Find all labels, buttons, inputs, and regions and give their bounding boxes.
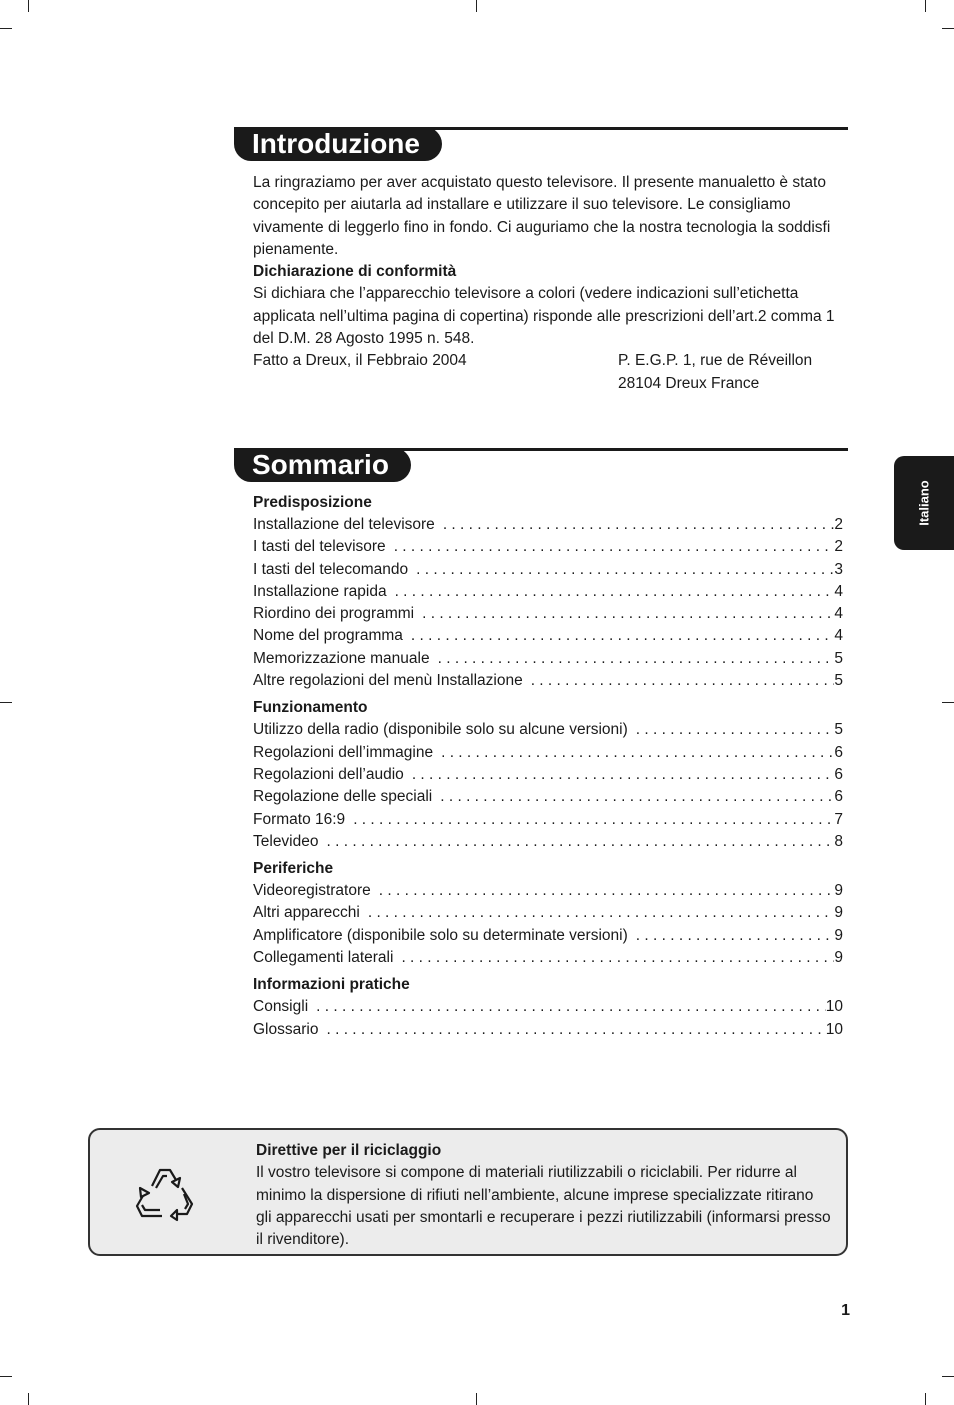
toc-leader-dots: [636, 925, 835, 947]
toc-entry[interactable]: [253, 947, 843, 969]
toc-entry[interactable]: [253, 742, 843, 764]
crop-mark: [28, 1393, 29, 1405]
toc-leader-dots: [416, 559, 834, 581]
crop-mark: [942, 702, 954, 703]
toc-leader-dots: [438, 648, 835, 670]
toc-leader-dots: [327, 831, 835, 853]
toc-leader-dots: [531, 670, 835, 692]
toc-entry-page: 6: [834, 765, 843, 783]
toc-leader-dots: [316, 996, 826, 1018]
toc-entry-label: Altre regolazioni del menù Installazione: [253, 672, 523, 690]
toc-entry[interactable]: [253, 809, 843, 831]
crop-mark: [476, 0, 477, 12]
toc-entry-page: 8: [834, 832, 843, 850]
crop-mark: [942, 28, 954, 29]
crop-mark: [476, 1393, 477, 1405]
toc-entry-label: Collegamenti laterali: [253, 949, 394, 967]
toc-entry-page: 5: [834, 721, 843, 739]
toc-entry-label: Consigli: [253, 998, 309, 1016]
toc-entry[interactable]: [253, 648, 843, 670]
toc-entry[interactable]: [253, 902, 843, 924]
toc-entry-page: 10: [825, 998, 843, 1016]
toc-entry-label: I tasti del telecomando: [253, 560, 409, 578]
crop-mark: [942, 1376, 954, 1377]
recycle-icon: [130, 1160, 200, 1226]
signature-block: [253, 350, 843, 395]
toc-entry-page: 2: [834, 516, 843, 533]
toc-entry[interactable]: [253, 581, 843, 603]
toc-leader-dots: [636, 719, 835, 741]
toc-leader-dots: [411, 625, 834, 647]
toc-entry-label: Glossario: [253, 1020, 319, 1038]
toc-entry-page: 2: [834, 538, 843, 556]
toc-leader-dots: [401, 947, 834, 969]
toc-entry[interactable]: [253, 1019, 843, 1041]
toc-entry-page: 4: [834, 627, 843, 645]
toc-group: [253, 492, 843, 692]
address: [618, 350, 812, 395]
recycling-text-block: [256, 1140, 831, 1251]
toc-group: [253, 974, 843, 1041]
intro-paragraph: La ringraziamo per aver acquistato questo televisore. Il presente manualetto è stato concepito per aiutarla ad installare e utilizzare il suo televisore. Le consigliamo vivamente di leggerlo fino in fondo. Ci auguriamo che la nostra tecnologia la soddisfi pienamente.: [253, 174, 831, 258]
toc-entry-page: 4: [834, 605, 843, 623]
declaration-text: Si dichiara che l’apparecchio televisore a colori (vedere indicazioni sull’etichetta applicata nell’ultima pagina di copertina) risponde alle prescrizioni dell’art.2 comma 1 del D.M. 28 Agosto 1995 n. 548.: [253, 285, 835, 348]
toc-entry-page: 3: [834, 560, 843, 578]
toc-leader-dots: [443, 514, 835, 536]
toc-leader-dots: [412, 764, 835, 786]
toc-leader-dots: [353, 809, 834, 831]
toc-entry-page: 9: [834, 949, 843, 967]
toc-entry-label: Altri apparecchi: [253, 904, 360, 922]
toc-entry-label: I tasti del televisore: [253, 538, 386, 556]
toc-group-title: Periferiche: [253, 860, 334, 878]
toc-entry-page: 5: [834, 672, 843, 690]
toc-entry[interactable]: [253, 670, 843, 692]
intro-title: Introduzione: [234, 127, 442, 161]
toc-entry-page: 9: [834, 882, 843, 900]
toc-entry-label: Installazione del televisore: [253, 516, 435, 533]
toc-group: [253, 858, 843, 969]
toc-entry-label: Riordino dei programmi: [253, 605, 415, 623]
declaration-title: Dichiarazione di conformità: [253, 263, 457, 281]
toc-leader-dots: [440, 786, 834, 808]
language-tab-label: Italiano: [916, 480, 932, 526]
toc-group-title: Informazioni pratiche: [253, 976, 410, 994]
toc-entry[interactable]: [253, 786, 843, 808]
toc-entry[interactable]: [253, 514, 843, 536]
toc-entry[interactable]: [253, 764, 843, 786]
toc-entry-label: Nome del programma: [253, 627, 403, 645]
toc-entry-label: Regolazioni dell’audio: [253, 765, 404, 783]
crop-mark: [0, 702, 12, 703]
toc-entry-label: Amplificatore (disponibile solo su determinate versioni): [253, 926, 628, 944]
recycling-text: Il vostro televisore si compone di materiali riutilizzabili o riciclabili. Per ridurre al minimo la dispersione di rifiuti nell’ambiente, alcune imprese specializzate ritirano gli apparecchi usati per smontarli e recuperare i pezzi riutilizzabili (informarsi presso il rivenditore).: [256, 1164, 831, 1249]
toc-entry[interactable]: [253, 559, 843, 581]
toc-entry-label: Memorizzazione manuale: [253, 649, 430, 667]
crop-mark: [925, 1393, 926, 1405]
place-date: Fatto a Dreux, il Febbraio 2004: [253, 352, 467, 370]
toc-entry[interactable]: [253, 925, 843, 947]
summary-title: Sommario: [234, 448, 411, 482]
toc-leader-dots: [441, 742, 834, 764]
toc-entry-page: 10: [825, 1020, 843, 1038]
toc-group: [253, 697, 843, 853]
toc-entry-page: 9: [834, 926, 843, 944]
table-of-contents: [253, 492, 843, 1046]
toc-entry-page: 7: [834, 810, 843, 828]
toc-leader-dots: [394, 536, 835, 558]
toc-leader-dots: [326, 1019, 825, 1041]
crop-mark: [28, 0, 29, 12]
toc-entry[interactable]: [253, 536, 843, 558]
toc-entry-label: Regolazione delle speciali: [253, 788, 433, 806]
toc-group-title: Funzionamento: [253, 699, 368, 717]
address-line: 28104 Dreux France: [618, 374, 760, 392]
recycling-title: Direttive per il riciclaggio: [256, 1142, 442, 1159]
toc-entry-page: 9: [834, 904, 843, 922]
toc-entry-page: 6: [834, 788, 843, 806]
toc-entry-label: Formato 16:9: [253, 810, 346, 828]
toc-entry-label: Regolazioni dell’immagine: [253, 743, 434, 761]
toc-leader-dots: [422, 603, 834, 625]
toc-leader-dots: [395, 581, 835, 603]
toc-entry[interactable]: [253, 625, 843, 647]
toc-leader-dots: [379, 880, 835, 902]
intro-body: [253, 172, 843, 395]
crop-mark: [925, 0, 926, 12]
toc-entry-label: Videoregistratore: [253, 882, 371, 900]
toc-entry-page: 5: [834, 649, 843, 667]
recycling-notice: [88, 1128, 848, 1256]
toc-entry-label: Utilizzo della radio (disponibile solo su alcune versioni): [253, 721, 628, 739]
toc-leader-dots: [368, 902, 835, 924]
toc-entry-label: Installazione rapida: [253, 582, 387, 600]
toc-entry-page: 6: [834, 743, 843, 761]
crop-mark: [0, 28, 12, 29]
address-line: P. E.G.P. 1, rue de Réveillon: [618, 352, 813, 370]
crop-mark: [0, 1376, 12, 1377]
toc-entry[interactable]: [253, 719, 843, 741]
toc-entry-page: 4: [834, 582, 843, 600]
toc-entry[interactable]: [253, 603, 843, 625]
toc-group-title: Predisposizione: [253, 494, 372, 511]
toc-entry[interactable]: [253, 880, 843, 902]
language-tab: [894, 456, 954, 550]
toc-entry[interactable]: [253, 831, 843, 853]
page-number: 1: [841, 1302, 850, 1319]
toc-entry[interactable]: [253, 996, 843, 1018]
toc-entry-label: Televideo: [253, 832, 319, 850]
